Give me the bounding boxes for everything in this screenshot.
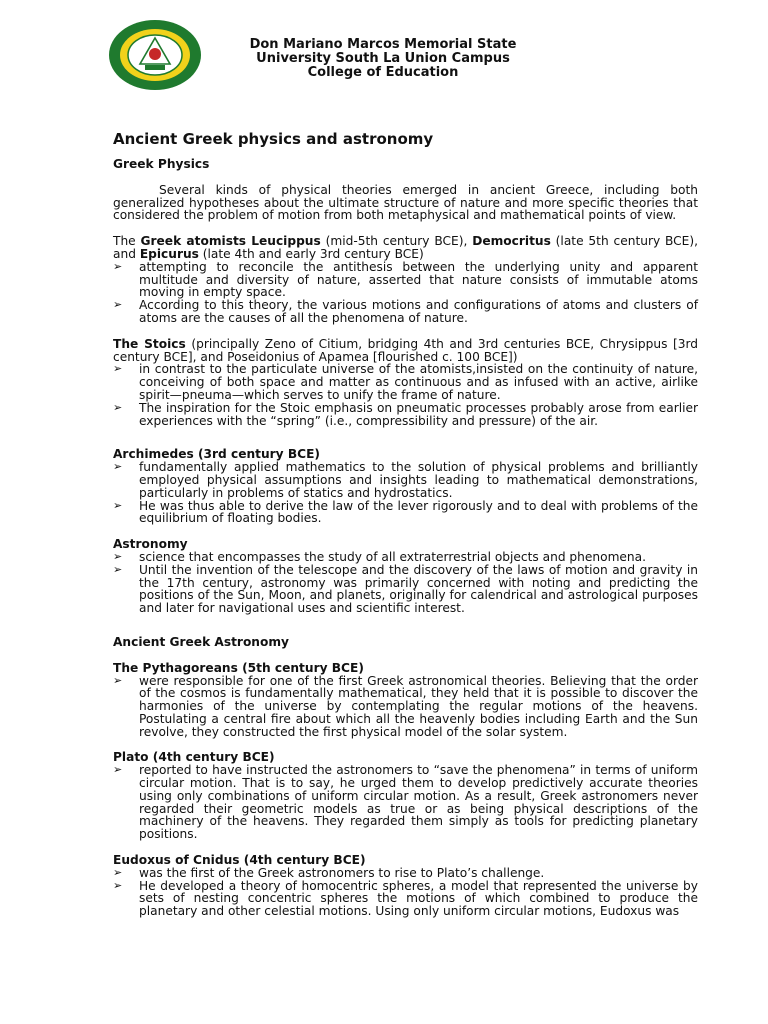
section-heading-astronomy: Astronomy [113, 537, 188, 552]
arrow-bullet-icon: ➢ [113, 298, 123, 312]
pythagoreans-bullets [113, 675, 698, 739]
stoics-bullets [113, 363, 698, 427]
list-item: ➢ The inspiration for the Stoic emphasis on pneumatic processes probably arose from earlier experiences with the “spring” (i.e., compressibility and pressure) of the air. [113, 400, 698, 428]
section-heading-archimedes: Archimedes (3rd century BCE) [113, 447, 320, 462]
section-heading-plato: Plato (4th century BCE) [113, 750, 275, 765]
section-heading-greek-physics: Greek Physics [113, 157, 210, 171]
list-item: ➢ fundamentally applied mathematics to the solution of physical problems and brilliantly employed physical assumptions and insights leading to mathematical demonstrations, particularly in problems of statics and hydrostatics. [113, 460, 698, 500]
arrow-bullet-icon: ➢ [113, 763, 123, 777]
arrow-bullet-icon: ➢ [113, 460, 123, 474]
arrow-bullet-icon: ➢ [113, 878, 123, 892]
list-item: ➢ was the first of the Greek astronomers to rise to Plato’s challenge. [113, 865, 545, 880]
list-item: ➢ science that encompasses the study of all extraterrestrial objects and phenomena. [113, 549, 647, 564]
arrow-bullet-icon: ➢ [113, 498, 123, 512]
header-line-3: College of Education [307, 65, 459, 80]
plato-bullets [113, 764, 698, 841]
arrow-bullet-icon: ➢ [113, 549, 123, 563]
section-heading-ancient-greek-astronomy: Ancient Greek Astronomy [113, 634, 290, 649]
list-item: ➢ Until the invention of the telescope and the discovery of the laws of motion and gravity in the 17th century, astronomy was primarily concerned with noting and predicting the positions of the Sun, Moon, and planets, originally for calendrical and astrological purposes and later for navigational uses and scientific interest. [113, 562, 698, 616]
institution-header [210, 38, 556, 80]
arrow-bullet-icon: ➢ [113, 362, 123, 376]
list-item: ➢ According to this theory, the various motions and configurations of atoms and clusters of atoms are the causes of all the phenomena of nature. [113, 298, 698, 325]
atomists-bullets [113, 261, 698, 325]
university-seal-logo [107, 18, 203, 92]
document-body [113, 130, 698, 918]
arrow-bullet-icon: ➢ [113, 673, 123, 687]
section-heading-pythagoreans: The Pythagoreans (5th century BCE) [113, 660, 364, 675]
arrow-bullet-icon: ➢ [113, 562, 123, 576]
arrow-bullet-icon: ➢ [113, 259, 123, 273]
list-item: ➢ were responsible for one of the first Greek astronomical theories. Believing that the order of the cosmos is fundamentally mathematical, they held that it is possible to discover the harmonies of the universe by contemplating the regular motions of the heavens. Postulating a central fire about which all the heavenly bodies including Earth and the Sun revolve, they constructed the first physical model of the solar system. [113, 673, 698, 739]
arrow-bullet-icon: ➢ [113, 865, 123, 879]
stoics-paragraph: The Stoics (principally Zeno of Citium, bridging 4th and 3rd centuries BCE, Chrysippus [3rd century BCE], and Poseidonius of Apamea [flourished c. 100 BCE]) [113, 336, 698, 364]
list-item: ➢ He developed a theory of homocentric spheres, a model that represented the universe by sets of nesting concentric spheres the motions of which combined to produce the planetary and other celestial motions. Using only uniform circular motions, Eudoxus was [113, 878, 698, 919]
atomists-paragraph: The Greek atomists Leucippus (mid-5th century BCE), Democritus (late 5th century BCE), and Epicurus (late 4th and early 3rd century BCE) [113, 234, 699, 261]
arrow-bullet-icon: ➢ [113, 400, 123, 414]
archimedes-bullets [113, 461, 698, 525]
eudoxus-bullets [113, 867, 698, 918]
header-line-1: Don Mariano Marcos Memorial State [249, 37, 517, 52]
list-item: ➢ He was thus able to derive the law of the lever rigorously and to deal with problems of the equilibrium of floating bodies. [113, 498, 698, 526]
document-title: Ancient Greek physics and astronomy [113, 130, 434, 148]
astronomy-bullets [113, 551, 698, 615]
header-line-2: University South La Union Campus [256, 51, 510, 66]
section-heading-eudoxus: Eudoxus of Cnidus (4th century BCE) [113, 853, 366, 868]
list-item: ➢ attempting to reconcile the antithesis between the underlying unity and apparent multitude and diversity of nature, asserted that nature consists of immutable atoms moving in empty space. [113, 259, 698, 300]
greek-physics-intro: Several kinds of physical theories emerged in ancient Greece, including both generalized hypotheses about the ultimate structure of nature and more specific theories that considered the problem of motion from both metaphysical and mathematical points of view. [113, 182, 698, 223]
list-item: ➢ in contrast to the particulate universe of the atomists,insisted on the continuity of nature, conceiving of both space and matter as continuous and as infused with an active, airlike spirit—pneuma—which serves to unify the frame of nature. [113, 362, 698, 402]
list-item: ➢ reported to have instructed the astronomers to “save the phenomena” in terms of uniform circular motion. That is to say, he urged them to develop predictively accurate theories using only combinations of uniform circular motion. As a result, Greek astronomers never regarded their geometric models as true or as being physical descriptions of the machinery of the heavens. They regarded them simply as tools for predicting planetary positions. [113, 763, 698, 842]
